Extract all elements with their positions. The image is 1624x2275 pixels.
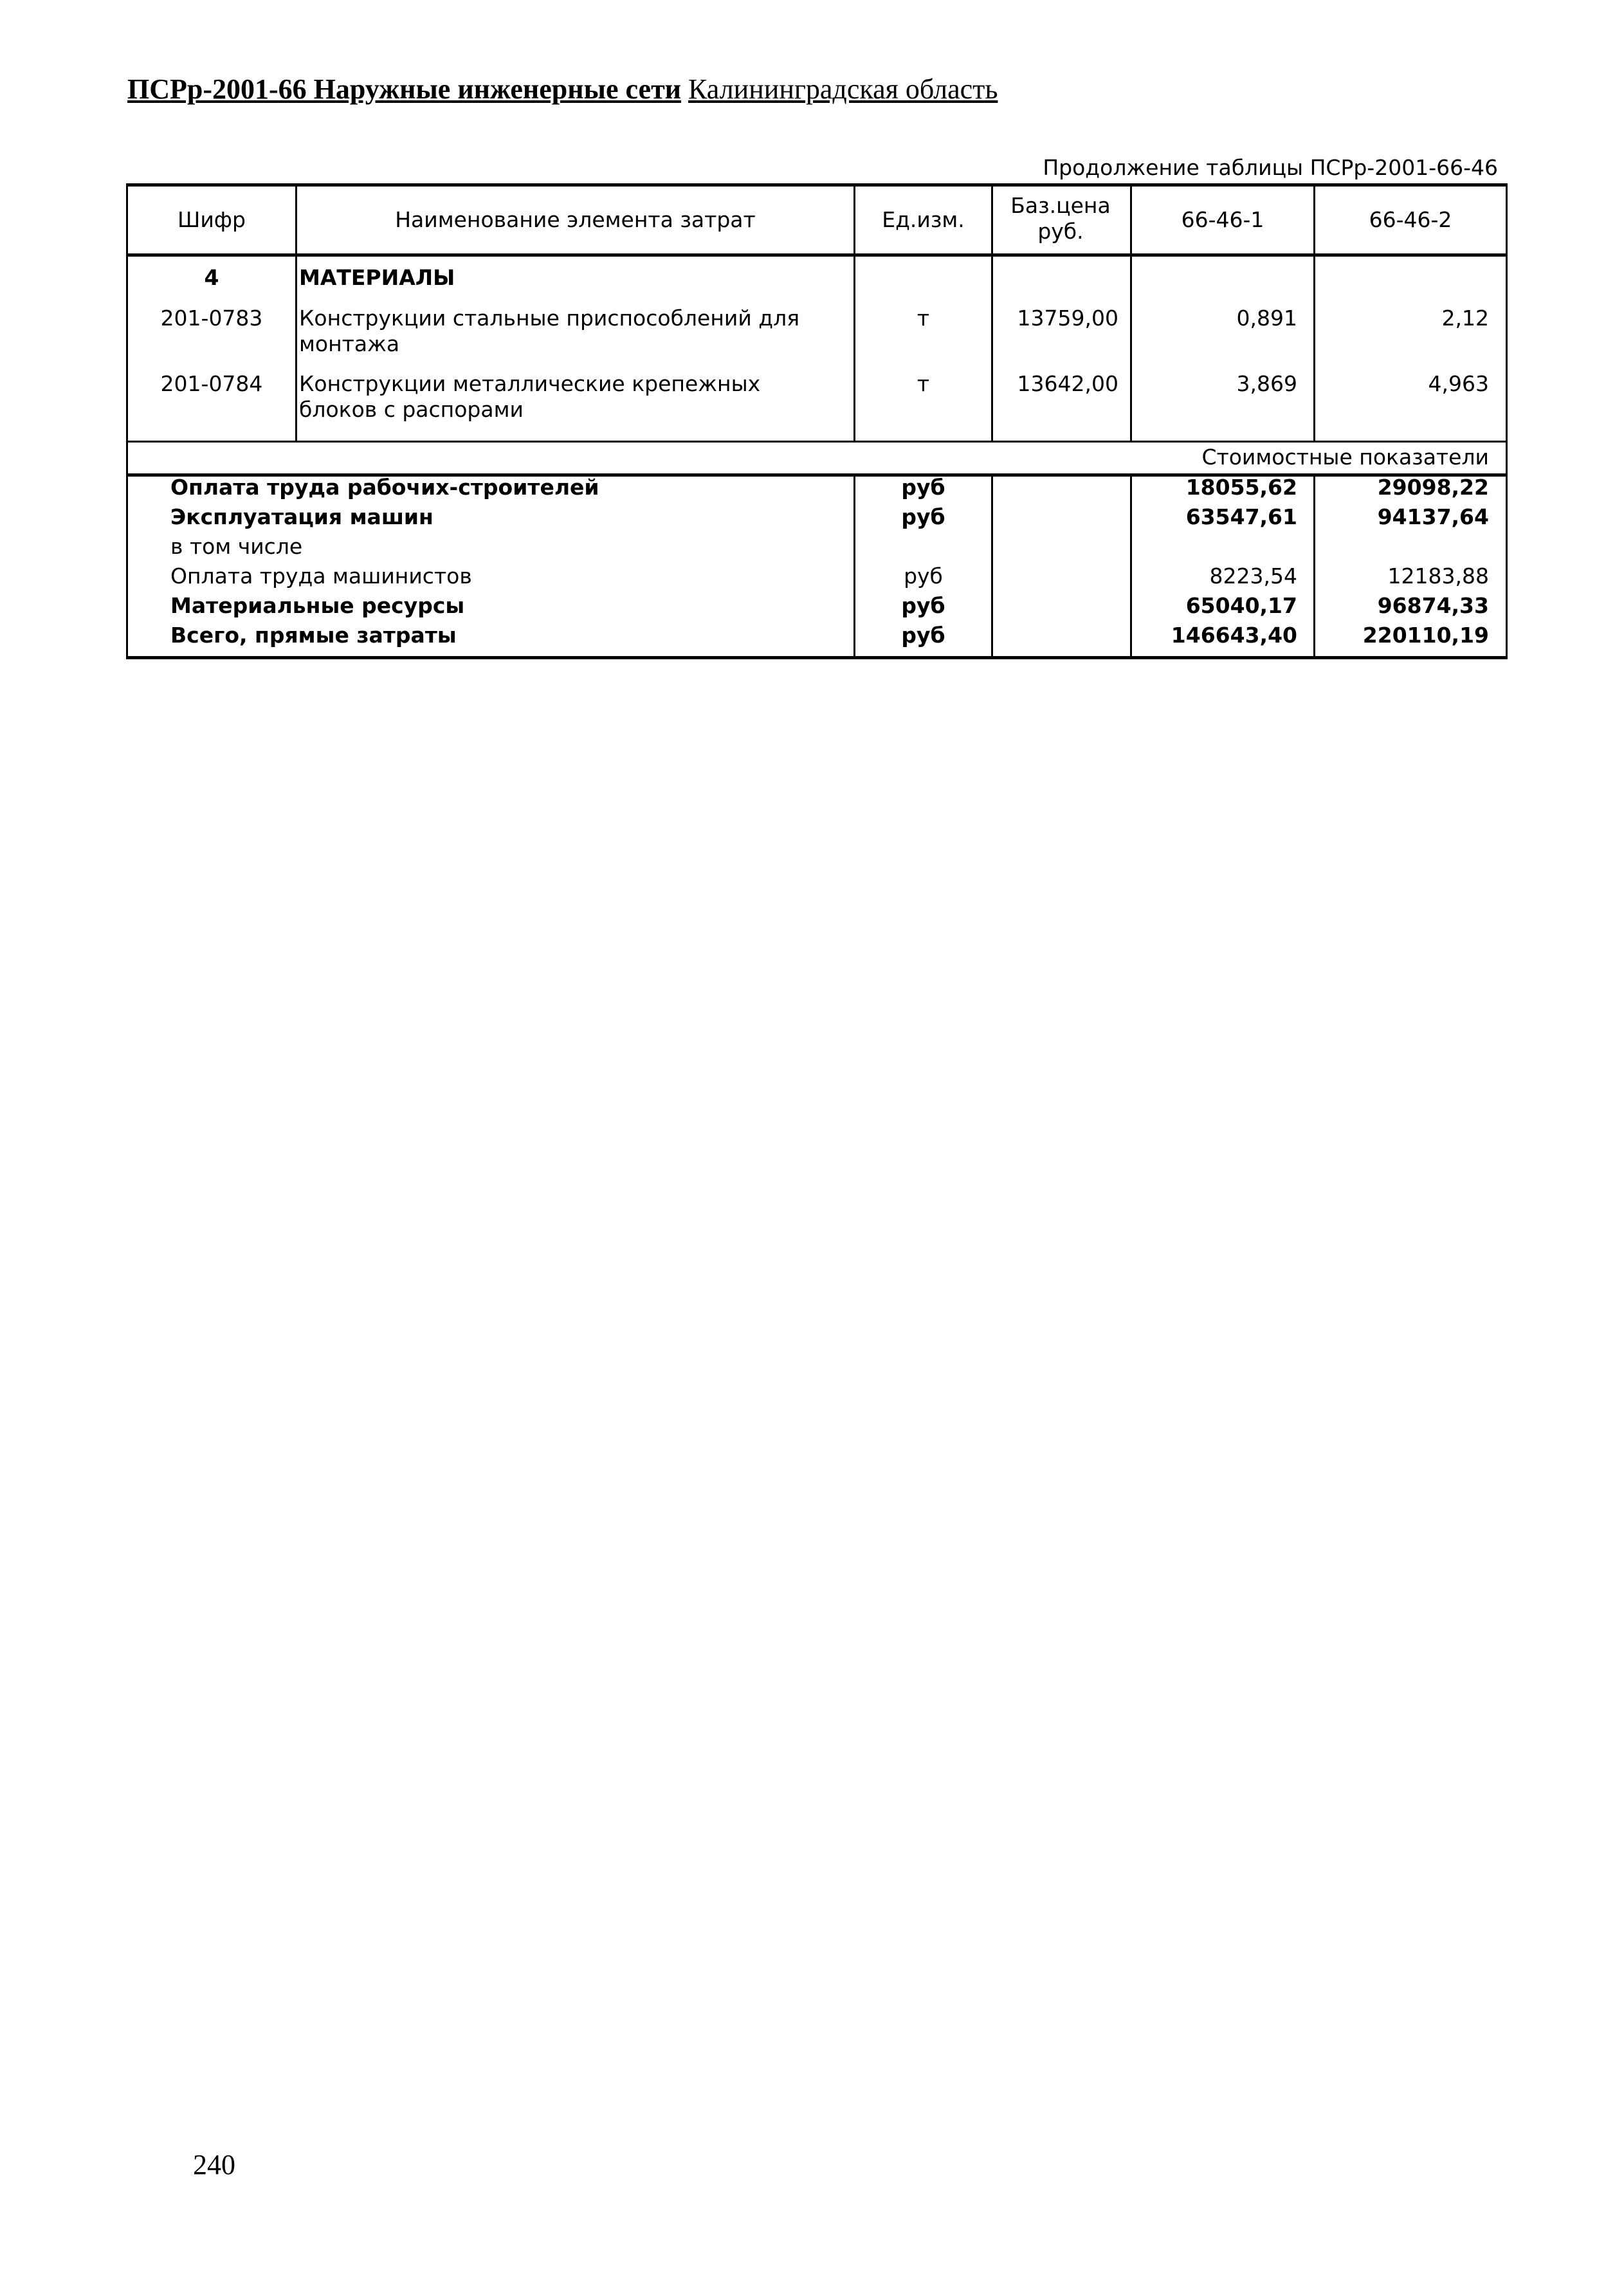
row-code: 201-0783 <box>160 306 263 331</box>
section-number: 4 <box>204 265 219 290</box>
summary-unit: руб <box>901 593 945 618</box>
row-value-66-46-2: 2,12 <box>1441 306 1489 331</box>
document-code-title: ПСРр-2001-66 Наружные инженерные сети <box>127 73 682 105</box>
cost-table <box>126 183 1508 659</box>
row-unit: т <box>917 306 930 331</box>
summary-unit: руб <box>901 623 945 648</box>
summary-name: Материальные ресурсы <box>170 593 465 618</box>
summary-unit: руб <box>901 475 945 500</box>
summary-name: в том числе <box>170 534 303 559</box>
col-divider <box>991 475 993 656</box>
summary-name: Эксплуатация машин <box>170 504 433 529</box>
row-code: 201-0784 <box>160 371 263 396</box>
summary-value-66-46-2: 220110,19 <box>1362 623 1489 648</box>
row-base-price: 13642,00 <box>1017 371 1118 396</box>
summary-name: Оплата труда машинистов <box>170 563 472 589</box>
summary-name: Всего, прямые затраты <box>170 623 457 648</box>
summary-value-66-46-1: 146643,40 <box>1171 623 1297 648</box>
row-name: Конструкции металлические крепежных блоков с распорами <box>299 371 761 422</box>
summary-value-66-46-2: 96874,33 <box>1377 593 1489 618</box>
column-header-name: Наименование элемента затрат <box>395 207 756 232</box>
row-base-price: 13759,00 <box>1017 306 1118 331</box>
summary-value-66-46-2: 94137,64 <box>1377 504 1489 529</box>
summary-unit: руб <box>901 504 945 529</box>
page-number: 240 <box>193 2149 235 2180</box>
summary-value-66-46-1: 18055,62 <box>1185 475 1297 500</box>
summary-name: Оплата труда рабочих-строителей <box>170 475 599 500</box>
cost-indicators-label: Стоимостные показатели <box>1201 444 1489 470</box>
summary-value-66-46-2: 12183,88 <box>1387 563 1489 589</box>
column-header-66-46-2: 66-46-2 <box>1369 207 1452 232</box>
document-region: Калининградская область <box>688 73 998 105</box>
section-divider <box>128 441 1506 443</box>
summary-unit: руб <box>904 563 943 589</box>
row-name: Конструкции стальные приспособлений для монтажа <box>299 306 800 356</box>
document-title <box>127 73 998 105</box>
row-value-66-46-2: 4,963 <box>1428 371 1489 396</box>
row-value-66-46-1: 3,869 <box>1236 371 1297 396</box>
column-header-code: Шифр <box>178 207 246 232</box>
summary-value-66-46-1: 63547,61 <box>1185 504 1297 529</box>
column-header-unit: Ед.изм. <box>882 207 965 232</box>
section-title: МАТЕРИАЛЫ <box>299 265 455 290</box>
header-divider <box>128 253 1506 257</box>
summary-value-66-46-1: 8223,54 <box>1209 563 1297 589</box>
column-header-66-46-1: 66-46-1 <box>1181 207 1264 232</box>
row-unit: т <box>917 371 930 396</box>
summary-value-66-46-2: 29098,22 <box>1377 475 1489 500</box>
table-continuation-note: Продолжение таблицы ПСРр-2001-66-46 <box>1043 155 1498 180</box>
summary-value-66-46-1: 65040,17 <box>1185 593 1297 618</box>
row-value-66-46-1: 0,891 <box>1236 306 1297 331</box>
column-header-base-price: Баз.цена руб. <box>1010 193 1111 244</box>
